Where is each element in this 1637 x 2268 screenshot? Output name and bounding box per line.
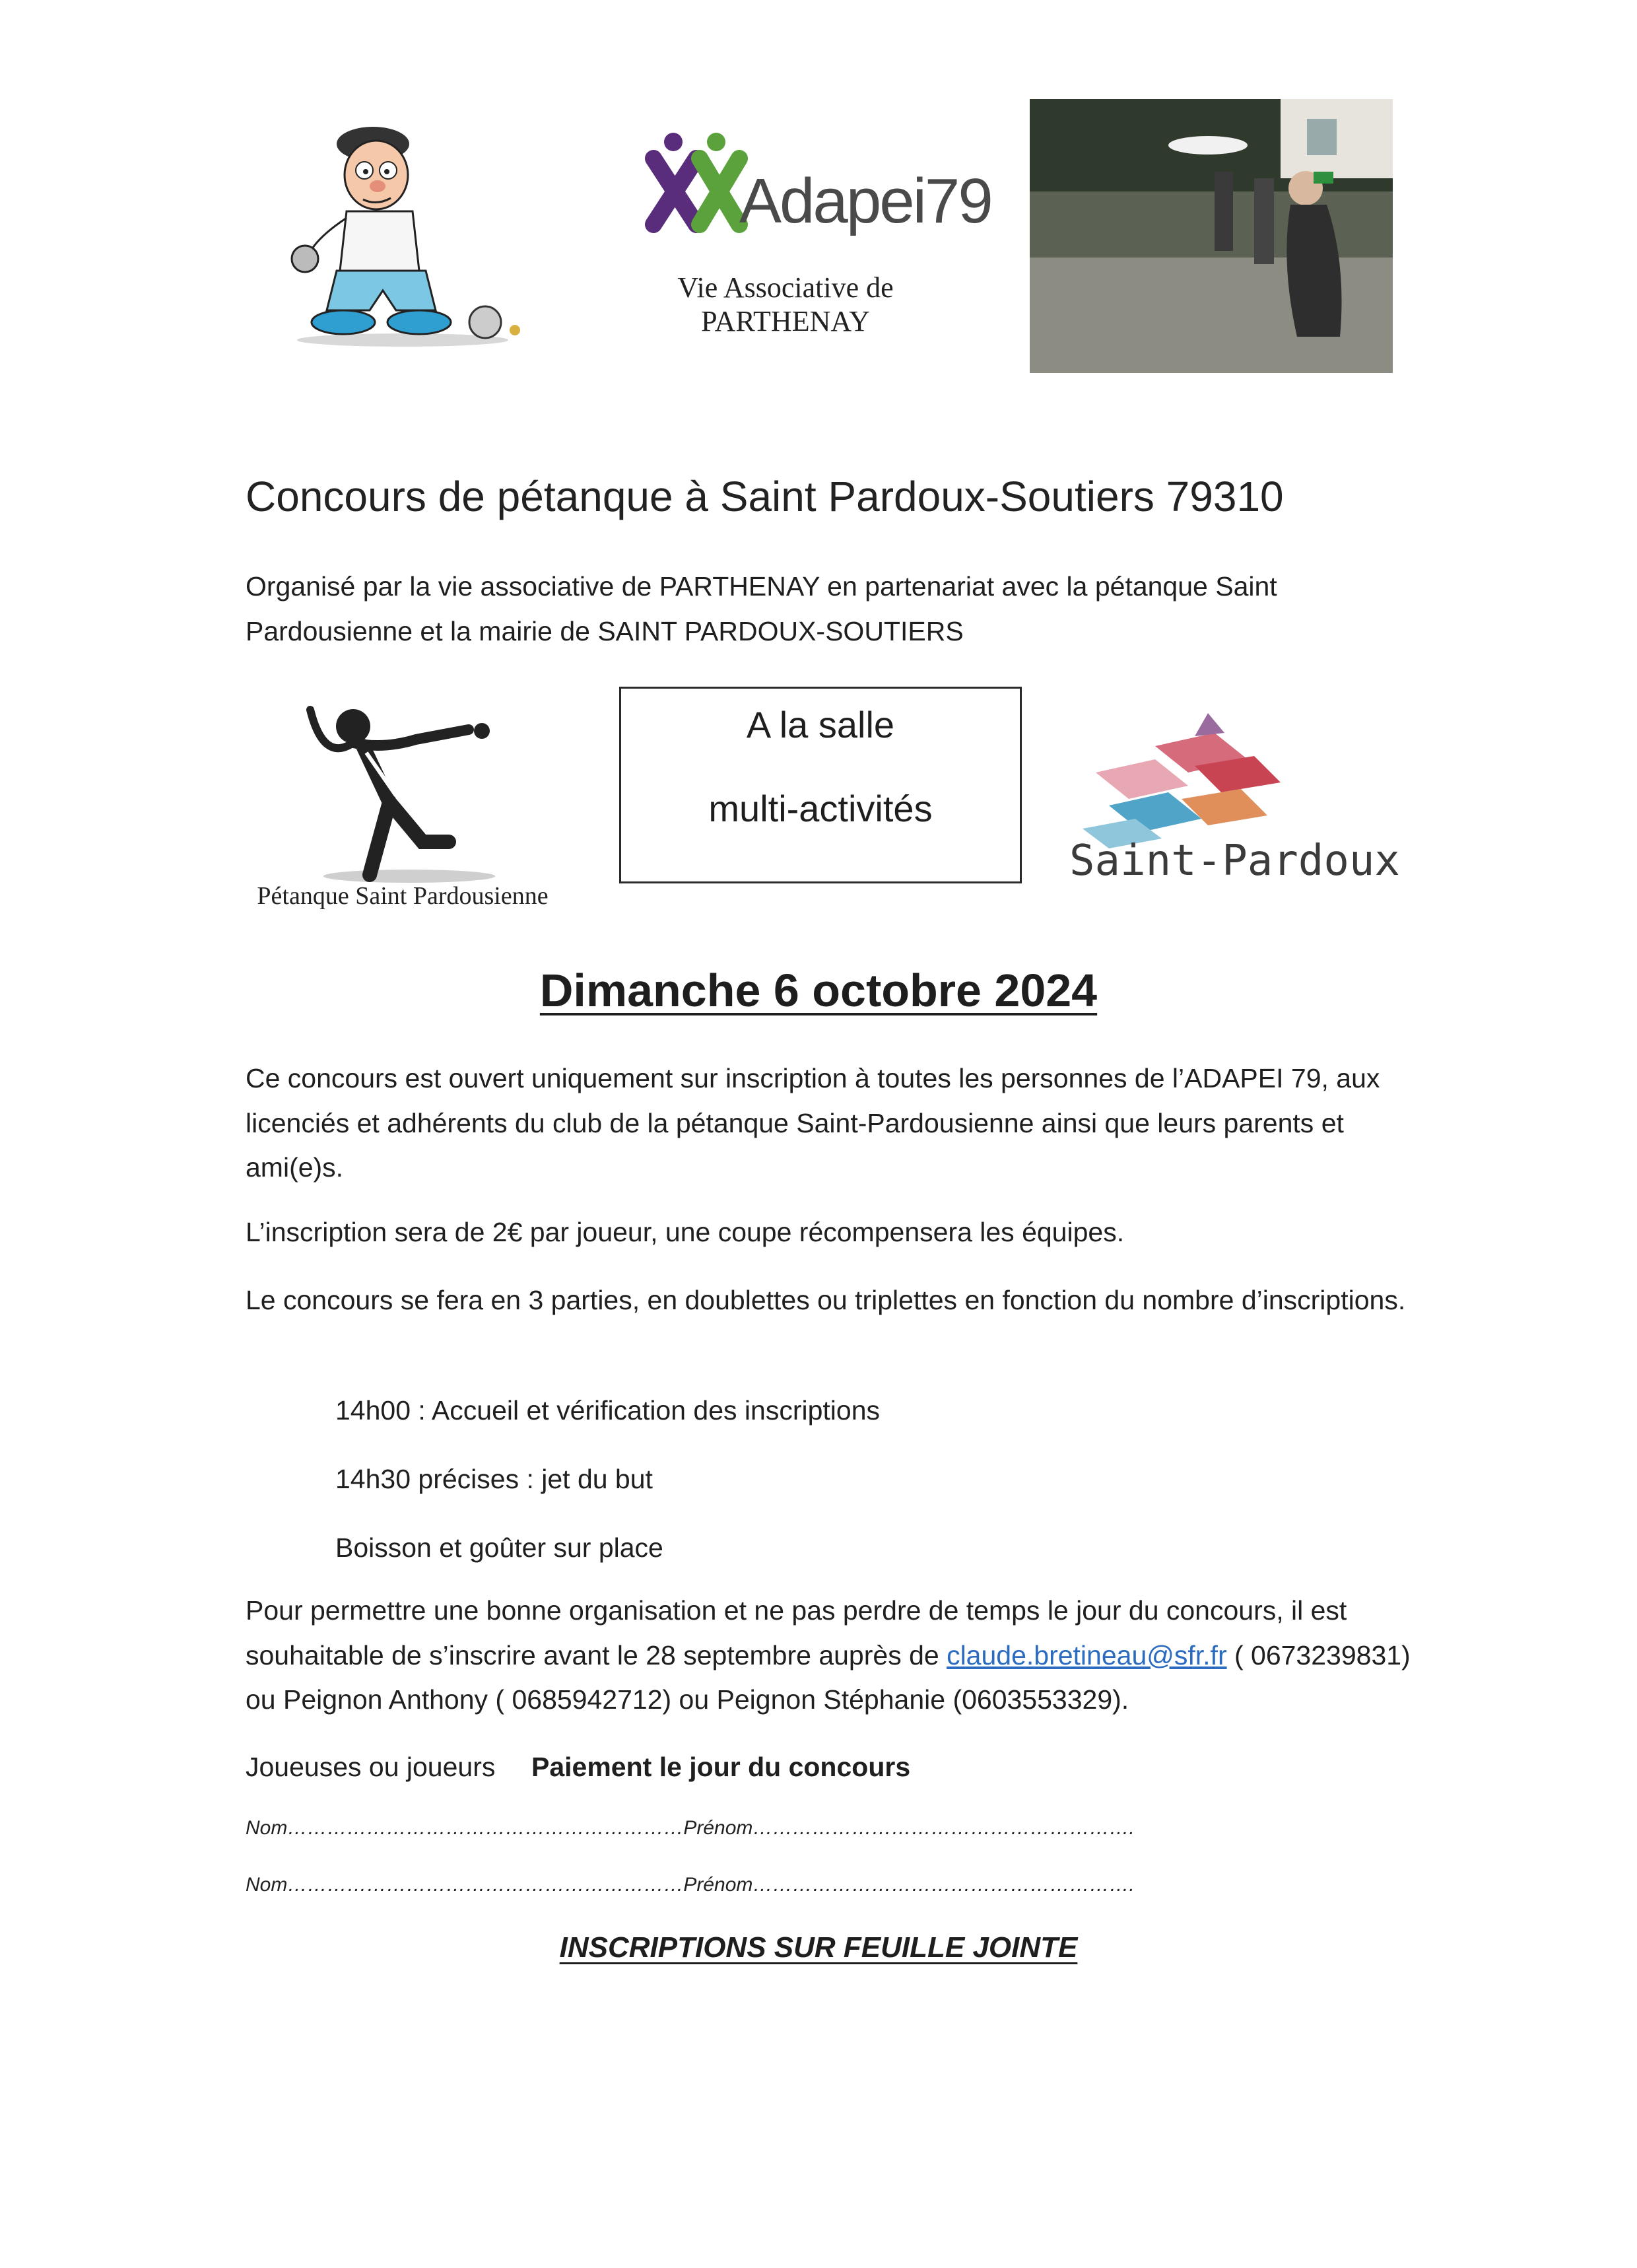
schedule-item: 14h00 : Accueil et vérification des inscriptions <box>335 1395 881 1426</box>
footer-notice-text: INSCRIPTIONS SUR FEUILLE JOINTE <box>559 1931 1078 1964</box>
page-title: Concours de pétanque à Saint Pardoux-Soutiers 79310 <box>246 473 1284 520</box>
adapei-subtitle: Vie Associative de PARTHENAY <box>677 271 894 337</box>
contact-email-link[interactable]: claude.bretineau@sfr.fr <box>947 1639 1227 1670</box>
event-date <box>0 964 1637 1017</box>
event-date-text: Dimanche 6 octobre 2024 <box>539 965 1098 1016</box>
payment-note: Paiement le jour du concours <box>531 1752 911 1782</box>
fee-paragraph: L’inscription sera de 2€ par joueur, une coupe récompensera les équipes. <box>246 1217 1125 1247</box>
footer-notice <box>0 1931 1637 1964</box>
name-entry-line[interactable]: Nom……………………………………………………Prénom…………………………………………………. <box>246 1817 1135 1839</box>
petanque-players-photo <box>1030 99 1393 373</box>
saint-pardoux-logo-text: Saint-Pardoux <box>1069 837 1400 885</box>
venue-box <box>619 687 1022 883</box>
adapei-logo-text: Adapei79 <box>739 166 991 236</box>
registration-paragraph <box>246 1589 1447 1723</box>
petanque-thrower-figure-icon <box>290 690 502 888</box>
venue-line-1: A la salle <box>746 704 895 745</box>
saint-pardoux-logo-icon <box>1056 706 1400 885</box>
venue-line-2: multi-activités <box>708 788 933 829</box>
registration-text-after: ( 0673239831) ou Peignon Anthony ( 0685942712) ou Peignon Stéphanie (0603553329). <box>246 1639 1411 1715</box>
club-name-label: Pétanque Saint Pardousienne <box>257 882 549 910</box>
eligibility-paragraph: Ce concours est ouvert uniquement sur inscription à toutes les personnes de l’ADAPEI 79, aux licenciés et adhérents du club de la pétanque Saint-Pardousienne ainsi que leurs parents et ami(e)s. <box>246 1063 1380 1183</box>
organizer-text: Organisé par la vie associative de PARTHENAY en partenariat avec la pétanque Saint Pardousienne et la mairie de SAINT PARDOUX-SOUTIERS <box>246 571 1277 646</box>
petanque-player-cartoon-image <box>277 112 554 357</box>
schedule-item: 14h30 précises : jet du but <box>335 1464 653 1494</box>
registration-text-before: Pour permettre une bonne organisation et ne pas perdre de temps le jour du concours, il est souhaitable de s’inscrire avant le 28 septembre auprès de <box>246 1595 1347 1670</box>
name-entry-line[interactable]: Nom……………………………………………………Prénom…………………………………………………. <box>246 1874 1135 1896</box>
players-label: Joueuses ou joueurs <box>246 1752 496 1782</box>
format-paragraph: Le concours se fera en 3 parties, en doublettes ou triplettes en fonction du nombre d’inscriptions. <box>246 1285 1406 1315</box>
schedule-item: Boisson et goûter sur place <box>335 1532 663 1563</box>
